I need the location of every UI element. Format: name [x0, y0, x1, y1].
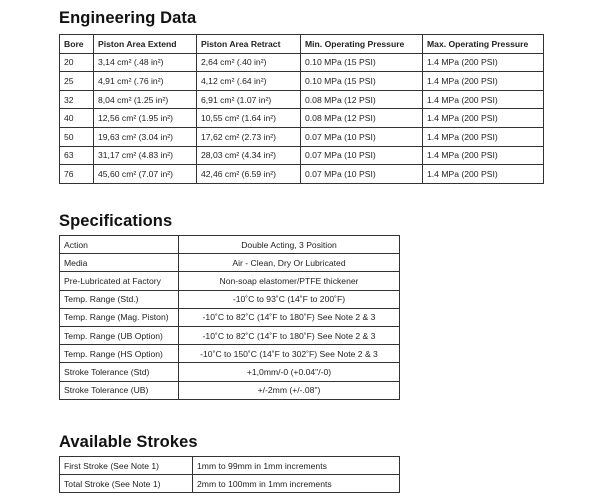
- table-row: [60, 127, 544, 146]
- table-row: [60, 53, 544, 72]
- table-cell: Stroke Tolerance (UB): [60, 381, 179, 399]
- table-cell: +1,0mm/-0 (+0.04"/-0): [179, 363, 400, 381]
- column-header: Bore: [60, 35, 94, 54]
- table-cell: 3,14 cm² (.48 in²): [94, 53, 197, 72]
- table-cell: 8,04 cm² (1.25 in²): [94, 90, 197, 109]
- table-cell: 1.4 MPa (200 PSI): [423, 53, 544, 72]
- table-cell: -10˚C to 93˚C (14˚F to 200˚F): [179, 290, 400, 308]
- table-row: [60, 272, 400, 290]
- table-row: [60, 363, 400, 381]
- table-cell: 1.4 MPa (200 PSI): [423, 90, 544, 109]
- table-cell: Non-soap elastomer/PTFE thickener: [179, 272, 400, 290]
- column-header: Piston Area Retract: [197, 35, 301, 54]
- table-cell: 25: [60, 72, 94, 91]
- table-cell: 31,17 cm² (4.83 in²): [94, 146, 197, 165]
- table-cell: 0.07 MPa (10 PSI): [301, 165, 423, 184]
- table-cell: 45,60 cm² (7.07 in²): [94, 165, 197, 184]
- table-row: [60, 326, 400, 344]
- column-header: Max. Operating Pressure: [423, 35, 544, 54]
- table-cell: 0.07 MPa (10 PSI): [301, 146, 423, 165]
- table-cell: 28,03 cm² (4.34 in²): [197, 146, 301, 165]
- table-row: [60, 165, 544, 184]
- table-row: [60, 308, 400, 326]
- table-cell: 0.07 MPa (10 PSI): [301, 127, 423, 146]
- table-cell: 0.10 MPa (15 PSI): [301, 53, 423, 72]
- table-cell: Temp. Range (Std.): [60, 290, 179, 308]
- table-row: [60, 457, 400, 475]
- table-cell: -10˚C to 150˚C (14˚F to 302˚F) See Note 2 & 3: [179, 345, 400, 363]
- table-cell: 4,12 cm² (.64 in²): [197, 72, 301, 91]
- column-header: Min. Operating Pressure: [301, 35, 423, 54]
- table-row: [60, 381, 400, 399]
- table-cell: 1.4 MPa (200 PSI): [423, 72, 544, 91]
- table-cell: 20: [60, 53, 94, 72]
- table-cell: 1.4 MPa (200 PSI): [423, 165, 544, 184]
- table-cell: 2mm to 100mm in 1mm increments: [193, 475, 400, 493]
- available-strokes-table: [59, 456, 400, 493]
- table-cell: +/-2mm (+/-.08"): [179, 381, 400, 399]
- table-cell: Air - Clean, Dry Or Lubricated: [179, 254, 400, 272]
- table-cell: 76: [60, 165, 94, 184]
- engineering-data-title: Engineering Data: [59, 9, 197, 27]
- table-row: [60, 290, 400, 308]
- table-cell: 1.4 MPa (200 PSI): [423, 109, 544, 128]
- table-cell: -10˚C to 82˚C (14˚F to 180˚F) See Note 2 & 3: [179, 326, 400, 344]
- table-row: [60, 72, 544, 91]
- table-cell: 19,63 cm² (3.04 in²): [94, 127, 197, 146]
- table-cell: Stroke Tolerance (Std): [60, 363, 179, 381]
- available-strokes-title: Available Strokes: [59, 433, 198, 451]
- table-cell: 63: [60, 146, 94, 165]
- specifications-table: [59, 235, 400, 400]
- table-cell: 50: [60, 127, 94, 146]
- table-cell: First Stroke (See Note 1): [60, 457, 193, 475]
- table-cell: 6,91 cm² (1.07 in²): [197, 90, 301, 109]
- table-row: [60, 90, 544, 109]
- table-cell: 2,64 cm² (.40 in²): [197, 53, 301, 72]
- table-cell: Temp. Range (UB Option): [60, 326, 179, 344]
- table-cell: 17,62 cm² (2.73 in²): [197, 127, 301, 146]
- table-cell: 0.10 MPa (15 PSI): [301, 72, 423, 91]
- table-cell: Double Acting, 3 Position: [179, 236, 400, 254]
- table-cell: 32: [60, 90, 94, 109]
- table-cell: 1.4 MPa (200 PSI): [423, 127, 544, 146]
- table-cell: 12,56 cm² (1.95 in²): [94, 109, 197, 128]
- table-cell: Pre-Lubricated at Factory: [60, 272, 179, 290]
- table-row: [60, 475, 400, 493]
- table-row: [60, 254, 400, 272]
- table-row: [60, 236, 400, 254]
- table-cell: 0.08 MPa (12 PSI): [301, 109, 423, 128]
- table-cell: 1.4 MPa (200 PSI): [423, 146, 544, 165]
- engineering-data-table: [59, 34, 544, 184]
- column-header: Piston Area Extend: [94, 35, 197, 54]
- table-cell: 4,91 cm² (.76 in²): [94, 72, 197, 91]
- table-cell: Temp. Range (Mag. Piston): [60, 308, 179, 326]
- table-cell: Media: [60, 254, 179, 272]
- table-cell: Temp. Range (HS Option): [60, 345, 179, 363]
- table-row: [60, 345, 400, 363]
- specifications-title: Specifications: [59, 212, 173, 230]
- table-cell: 10,55 cm² (1.64 in²): [197, 109, 301, 128]
- table-row: [60, 109, 544, 128]
- table-cell: -10˚C to 82˚C (14˚F to 180˚F) See Note 2 & 3: [179, 308, 400, 326]
- table-header-row: [60, 35, 544, 54]
- table-cell: Action: [60, 236, 179, 254]
- table-cell: Total Stroke (See Note 1): [60, 475, 193, 493]
- table-cell: 1mm to 99mm in 1mm increments: [193, 457, 400, 475]
- table-cell: 40: [60, 109, 94, 128]
- table-row: [60, 146, 544, 165]
- table-cell: 0.08 MPa (12 PSI): [301, 90, 423, 109]
- table-cell: 42,46 cm² (6.59 in²): [197, 165, 301, 184]
